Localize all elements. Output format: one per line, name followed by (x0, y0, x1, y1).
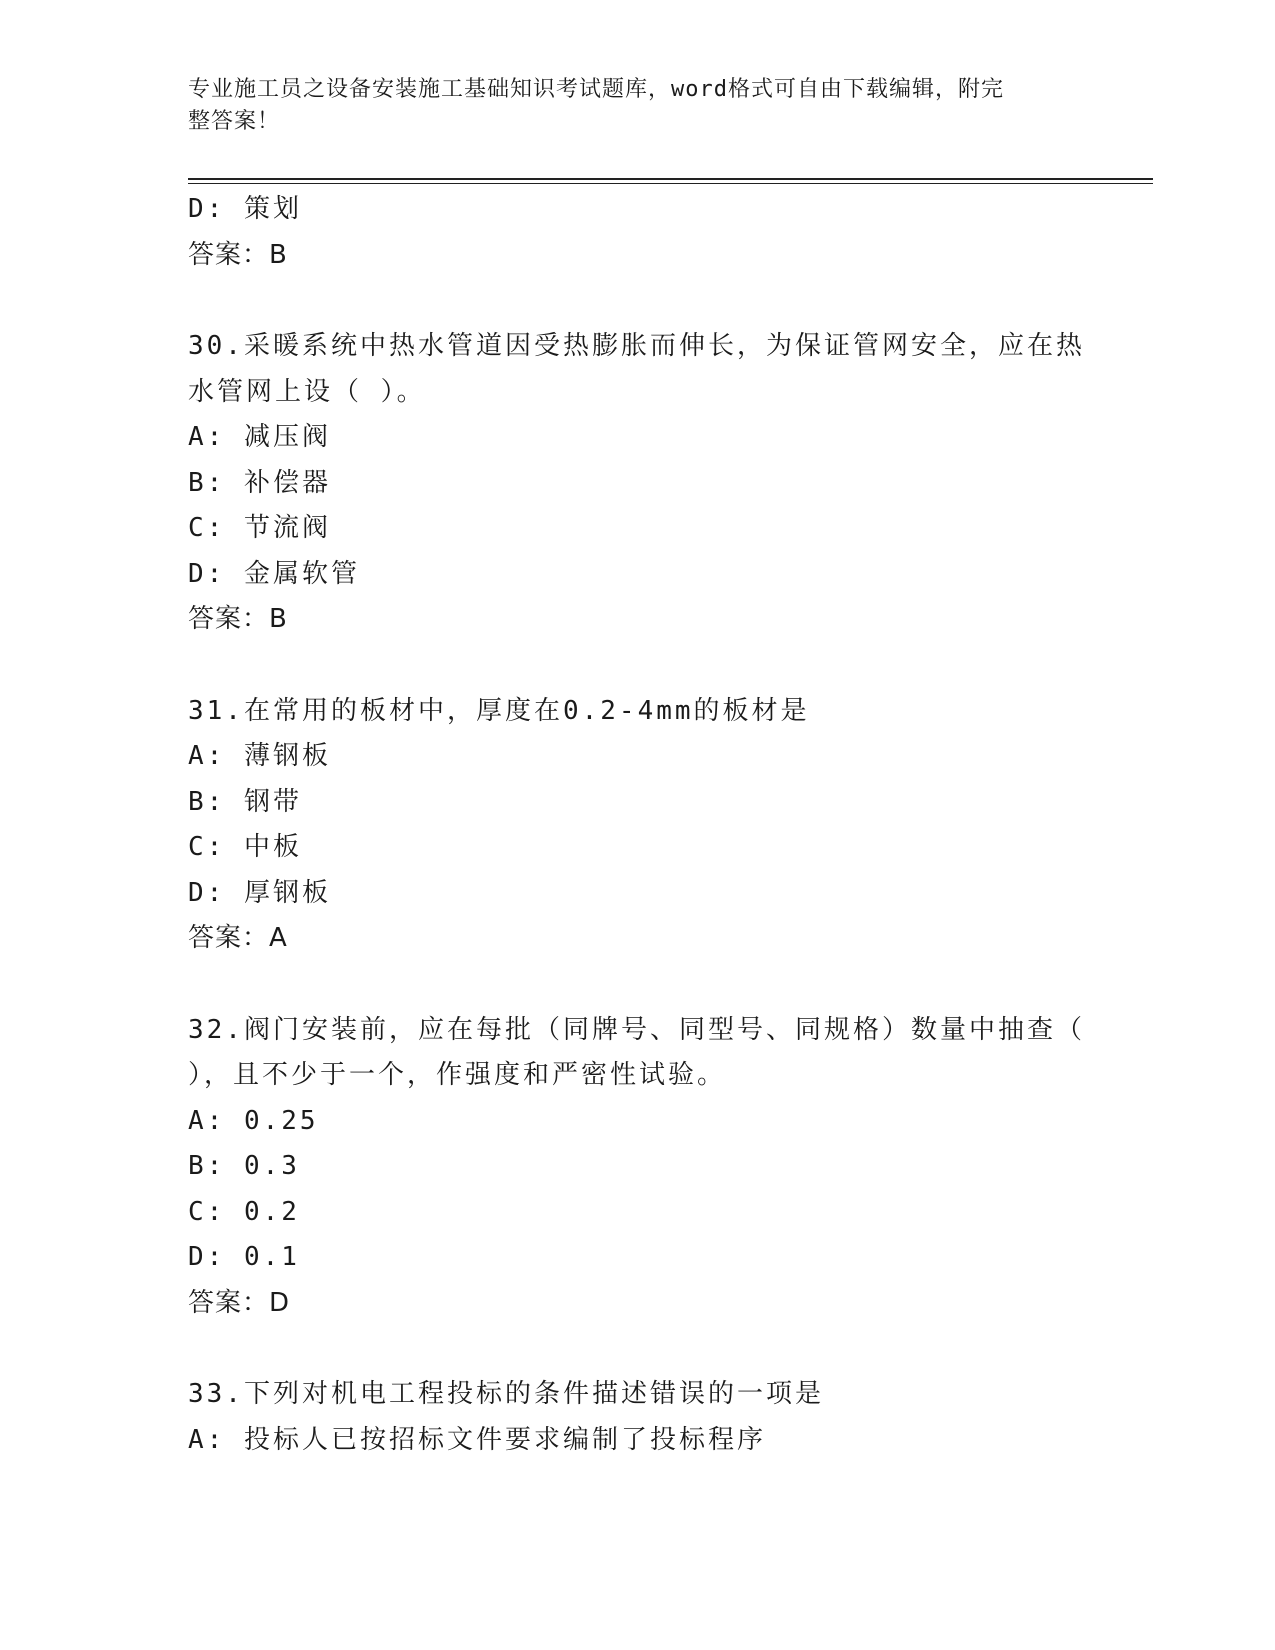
question-stem-cont: ），且不少于一个，作强度和严密性试验。 (188, 1060, 727, 1090)
header-divider-thick (188, 178, 1153, 180)
option-b: B: 钢带 (188, 786, 302, 817)
question-32 (188, 1008, 1088, 1327)
answer-label: 答案：B (188, 604, 288, 634)
option-a: A: 减压阀 (188, 422, 331, 452)
option-c: C: 节流阀 (188, 513, 331, 543)
option-b: B: 0.3 (188, 1151, 300, 1181)
option-d: D: 策划 (188, 194, 302, 224)
question-stem: 32.阀门安装前，应在每批（同牌号、同型号、同规格）数量中抽查（ (188, 1014, 1085, 1045)
answer-label: 答案：B (188, 239, 288, 270)
answer-label: 答案：D (188, 1287, 291, 1318)
header-line-2: 整答案！ (188, 109, 281, 134)
option-b: B: 补偿器 (188, 467, 331, 498)
question-stem: 30.采暖系统中热水管道因受热膨胀而伸长，为保证管网安全，应在热 (188, 331, 1085, 361)
header-line-1: 专业施工员之设备安装施工基础知识考试题库，word格式可自由下载编辑，附完 (188, 77, 1004, 102)
option-d: D: 厚钢板 (188, 877, 331, 908)
question-stem-cont: 水管网上设（ ）。 (188, 376, 426, 407)
answer-label: 答案：A (188, 923, 288, 953)
question-31 (188, 689, 1088, 962)
header-divider-thin (188, 183, 1153, 184)
question-30 (188, 324, 1088, 643)
option-a: A: 投标人已按招标文件要求编制了投标程序 (188, 1424, 766, 1455)
question-stem: 33.下列对机电工程投标的条件描述错误的一项是 (188, 1379, 824, 1409)
question-33 (188, 1372, 1088, 1463)
document-header (188, 74, 1068, 138)
option-d: D: 0.1 (188, 1242, 300, 1272)
question-29-tail (188, 187, 1088, 278)
question-stem: 31.在常用的板材中，厚度在0.2-4mm的板材是 (188, 695, 810, 726)
option-a: A: 0.25 (188, 1105, 319, 1136)
question-list (188, 187, 1088, 1463)
option-c: C: 0.2 (188, 1196, 300, 1227)
option-d: D: 金属软管 (188, 558, 360, 589)
option-a: A: 薄钢板 (188, 741, 331, 771)
option-c: C: 中板 (188, 832, 302, 862)
